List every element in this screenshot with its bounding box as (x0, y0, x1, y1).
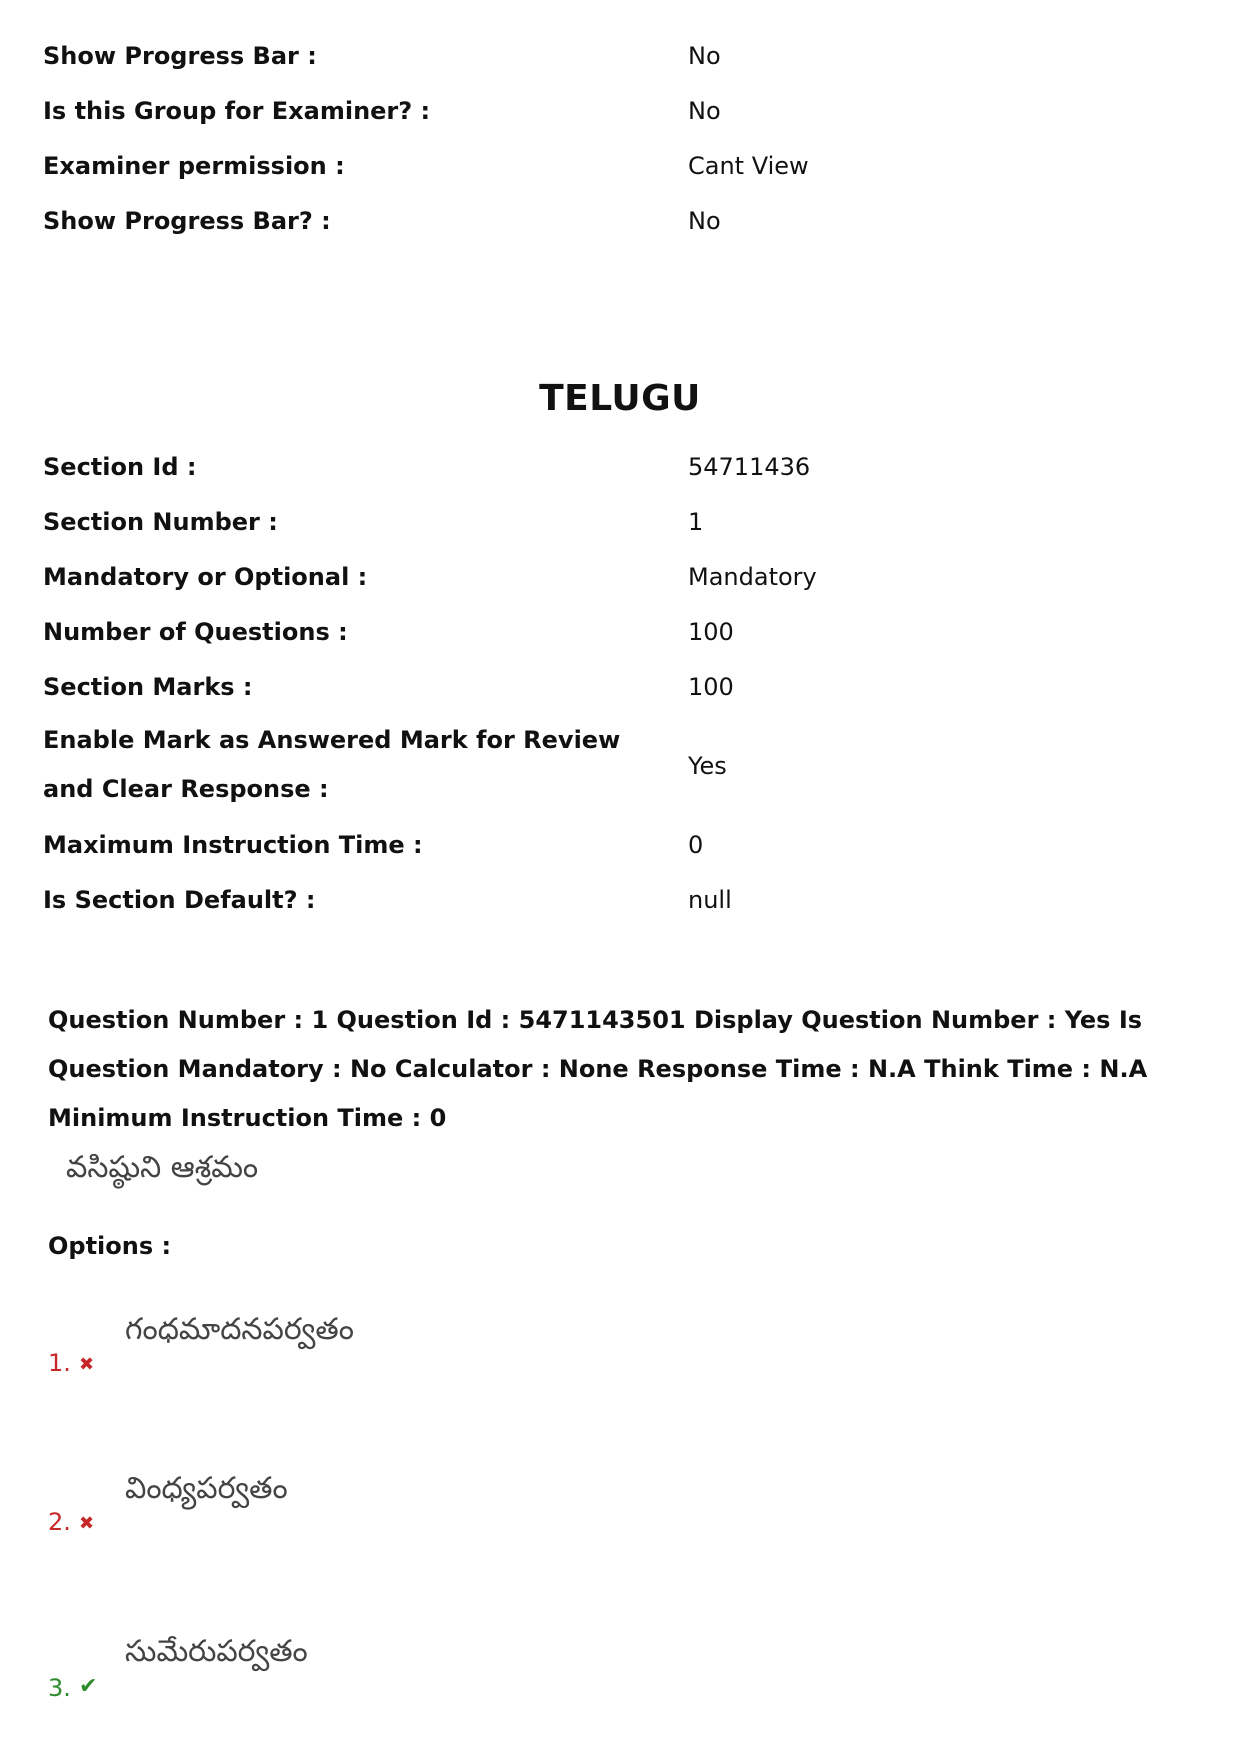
option-item (48, 1464, 648, 1544)
detail-value: null (688, 886, 732, 914)
detail-label: Mandatory or Optional : (43, 563, 368, 591)
detail-label: Enable Mark as Answered Mark for Review and Clear Response : (43, 726, 621, 803)
detail-value: 100 (688, 673, 734, 701)
detail-value: Yes (688, 752, 727, 780)
detail-label: Number of Questions : (43, 618, 348, 646)
setting-label: Show Progress Bar : (43, 42, 317, 70)
detail-label: Is Section Default? : (43, 886, 316, 914)
option-text: వింధ్యపర్వతం (125, 1471, 288, 1506)
option-number: 3. (48, 1674, 71, 1702)
question-text: వసిష్ఠుని ఆశ్రమం (66, 1150, 259, 1185)
cross-icon: ✖ (79, 1513, 95, 1534)
detail-value: 1 (688, 508, 704, 536)
setting-value: No (688, 97, 721, 125)
detail-value: 0 (688, 831, 704, 859)
setting-label: Examiner permission : (43, 152, 345, 180)
option-number: 2. (48, 1508, 71, 1536)
detail-value: Mandatory (688, 563, 817, 591)
section-title: TELUGU (539, 378, 701, 419)
option-number: 1. (48, 1349, 71, 1377)
detail-label: Section Marks : (43, 673, 253, 701)
detail-label: Section Id : (43, 453, 197, 481)
check-icon: ✔ (79, 1674, 98, 1699)
question-meta: Question Number : 1 Question Id : 5471143501 Display Question Number : Yes Is Question Mandatory : No Calculator : None Response Time : N.A Think Time : N.A Minimum Instruction Time : 0 (48, 1006, 1148, 1132)
cross-icon: ✖ (79, 1354, 95, 1375)
detail-label: Section Number : (43, 508, 278, 536)
setting-label: Is this Group for Examiner? : (43, 97, 431, 125)
setting-value: No (688, 207, 721, 235)
detail-value: 100 (688, 618, 734, 646)
option-item (48, 1305, 648, 1385)
setting-label: Show Progress Bar? : (43, 207, 331, 235)
option-item (48, 1627, 648, 1707)
option-text: సుమేరుపర్వతం (125, 1634, 308, 1669)
detail-value: 54711436 (688, 453, 811, 481)
options-label: Options : (48, 1232, 172, 1260)
setting-value: No (688, 42, 721, 70)
setting-value: Cant View (688, 152, 809, 180)
option-text: గంధమాదనపర్వతం (125, 1312, 354, 1347)
detail-label: Maximum Instruction Time : (43, 831, 423, 859)
